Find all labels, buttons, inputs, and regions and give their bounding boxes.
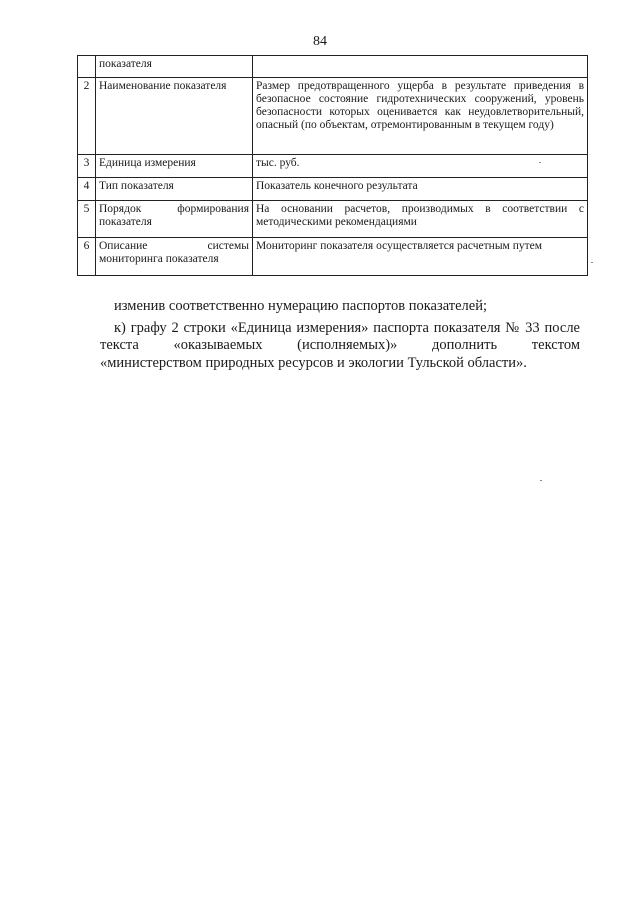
row-number: 2 xyxy=(78,78,96,155)
row-number: 3 xyxy=(78,155,96,178)
row-label: Тип показателя xyxy=(96,178,253,201)
row-number: 5 xyxy=(78,201,96,238)
row-label: показателя xyxy=(96,56,253,78)
table-row xyxy=(78,155,588,178)
amendment-paragraph-2 xyxy=(100,320,580,354)
amendment-paragraph-2-text: к) графу 2 строки «Единица измерения» паспорта показателя № 33 после текста «оказываемых (исполняемых)» дополнить текстом xyxy=(100,320,580,353)
row-number: 4 xyxy=(78,178,96,201)
row-value: Размер предотвращенного ущерба в результате приведения в безопасное состояние гидротехнических сооружений, уровень безопасности которых оценивается как неудовлетворительный, опасный (по объектам, отремонтированным в текущем году) xyxy=(253,78,588,155)
indicator-passport-table xyxy=(77,55,588,276)
row-value: Мониторинг показателя осуществляется расчетным путем xyxy=(253,238,588,276)
scan-speck xyxy=(591,262,593,263)
row-label: Порядок формирования показателя xyxy=(96,201,253,238)
page-number: 84 xyxy=(313,34,327,49)
table-row xyxy=(78,238,588,276)
table-row xyxy=(78,178,588,201)
row-value xyxy=(253,56,588,78)
row-number xyxy=(78,56,96,78)
table-row xyxy=(78,201,588,238)
table-row xyxy=(78,56,588,78)
row-label: Описание системы мониторинга показателя xyxy=(96,238,253,276)
row-label: Наименование показателя xyxy=(96,78,253,155)
scan-speck xyxy=(539,162,541,163)
amendment-paragraph-3: «министерством природных ресурсов и экологии Тульской области». xyxy=(100,355,527,371)
row-value: Показатель конечного результата xyxy=(253,178,588,201)
row-value: тыс. руб. xyxy=(253,155,588,178)
row-label: Единица измерения xyxy=(96,155,253,178)
row-value: На основании расчетов, производимых в соответствии с методическими рекомендациями xyxy=(253,201,588,238)
amendment-paragraph-1: изменив соответственно нумерацию паспортов показателей; xyxy=(114,298,487,314)
table-row xyxy=(78,78,588,155)
row-number: 6 xyxy=(78,238,96,276)
scan-speck xyxy=(540,480,542,481)
